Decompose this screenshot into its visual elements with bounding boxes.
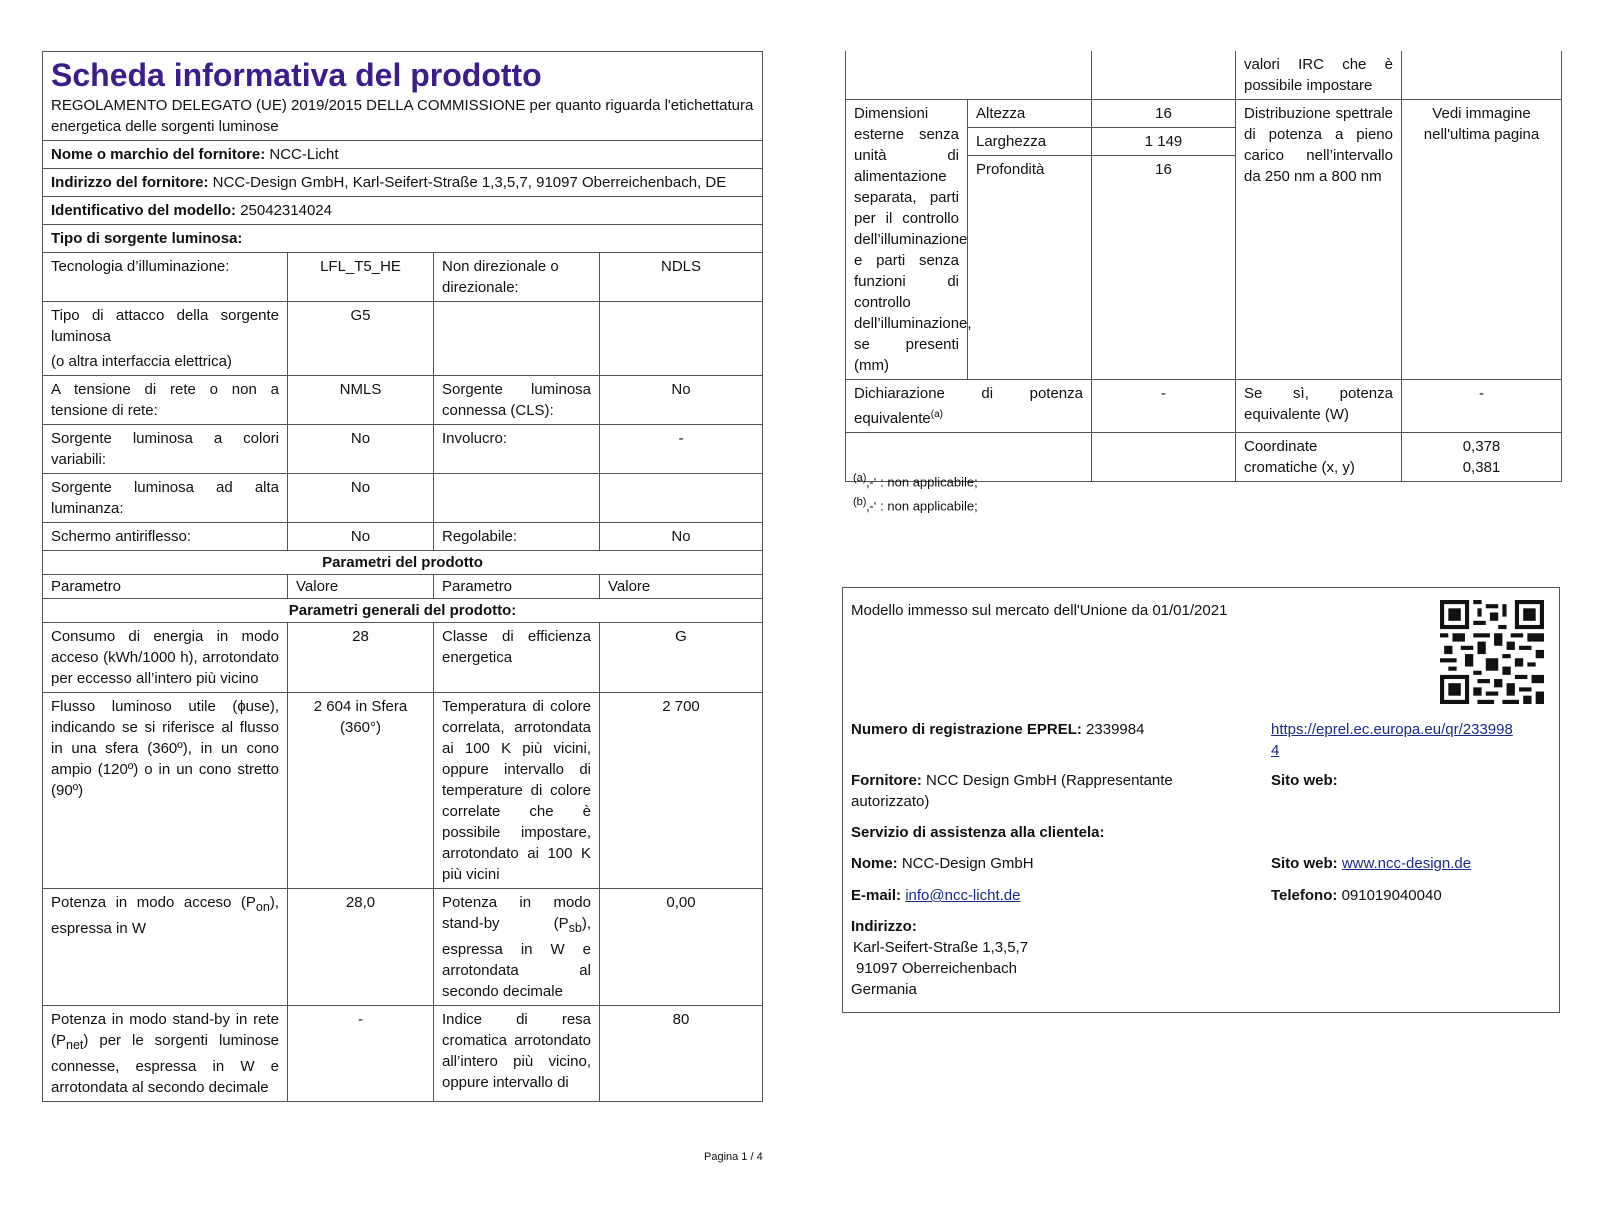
col-value-header: Valore <box>288 575 434 599</box>
equivalent-power-value: - <box>1092 380 1236 433</box>
flux-label: Flusso luminoso utile (ɸuse), indicando se si riferisce al flusso in una sfera (360º), in un cono ampio (120º) o in un cono stretto (90º) <box>43 693 288 889</box>
product-info-table <box>42 51 763 1102</box>
cct-label: Temperatura di colore correlata, arrotondata ai 100 K più vicini, oppure intervallo di temperature di colore correlate che è possibile impostare, arrotondato ai 100 K più vicini <box>434 693 600 889</box>
email-label: E-mail: <box>851 887 902 904</box>
model-id: 25042314024 <box>240 202 332 219</box>
net-standby-label-text2: ) per le sorgenti luminose connesse, espressa in W e arrotondata al secondo decimale <box>51 1032 279 1096</box>
spectral-distribution-value: Vedi immagine nell'ultima pagina <box>1402 100 1562 380</box>
consumption-value: 28 <box>288 623 434 693</box>
height-label: Altezza <box>968 100 1092 128</box>
empty-cell <box>600 302 763 376</box>
service-name-label: Nome: <box>851 855 898 872</box>
phone-row <box>1271 885 1442 906</box>
cap-label-2: (o altra interfaccia elettrica) <box>51 353 232 370</box>
supplier-row <box>851 770 1241 812</box>
anti-glare-value: No <box>288 523 434 551</box>
cri-label: Indice di resa cromatica arrotondato all’intero più vicino, oppure intervallo di <box>434 1006 600 1102</box>
power-on-label-text: Potenza in modo acceso (P <box>51 894 256 911</box>
net-standby-sub: net <box>66 1038 84 1052</box>
cap-label: Tipo di attacco della sorgente luminosa <box>51 307 279 345</box>
cls-value: No <box>600 376 763 425</box>
service-website-link[interactable]: www.ncc-design.de <box>1341 855 1472 872</box>
net-standby-label <box>43 1006 288 1102</box>
power-on-sub: on <box>255 900 270 914</box>
high-luminance-value: No <box>288 474 434 523</box>
light-source-type-label: Tipo di sorgente luminosa: <box>43 225 763 253</box>
supplier-label: Fornitore: <box>851 772 922 789</box>
supplier-value: NCC Design GmbH (Rappresentante autorizzato) <box>851 772 1173 810</box>
equivalent-watt-label: Se sì, potenza equivalente (W) <box>1236 380 1402 433</box>
empty-cell <box>1402 51 1562 100</box>
service-website-label: Sito web: <box>1271 855 1338 872</box>
supplier-name-row <box>43 141 763 169</box>
dimensions-label: Dimensioni esterne senza unità di alimentazione separata, parti per il controllo dell’illuminazione e parti senza funzioni di controllo dell’illuminazione, se presenti (mm) <box>846 100 968 380</box>
chromaticity-y: 0,381 <box>1462 459 1501 476</box>
supplier-address-row <box>43 169 763 197</box>
chromaticity-label: Coordinate cromatiche (x, y) <box>1236 433 1402 482</box>
spectral-distribution-label: Distribuzione spettrale di potenza a pieno carico nell’intervallo da 250 nm a 800 nm <box>1236 100 1402 380</box>
footnote-a <box>853 470 978 490</box>
anti-glare-label: Schermo antiriflesso: <box>43 523 288 551</box>
empty-cell <box>1092 433 1236 482</box>
eprel-link[interactable]: https://eprel.ec.europa.eu/qr/2339984 <box>1271 721 1513 759</box>
equivalent-power-label <box>846 380 1092 433</box>
website-label: Sito web: <box>1271 772 1338 789</box>
depth-label: Profondità <box>968 156 1092 380</box>
cap-cell <box>43 302 288 376</box>
page-title: Scheda informativa del prodotto <box>51 57 542 93</box>
address-line-2: 91097 Oberreichenbach <box>856 960 1017 977</box>
chromaticity-x: 0,378 <box>1462 438 1501 455</box>
service-name-value: NCC-Design GmbH <box>901 855 1034 872</box>
email-link[interactable]: info@ncc-licht.de <box>905 887 1021 904</box>
col-value-header: Valore <box>600 575 763 599</box>
service-website-row <box>1271 853 1471 874</box>
general-params-header: Parametri generali del prodotto: <box>43 599 763 623</box>
email-row <box>851 885 1020 906</box>
model-id-row <box>43 197 763 225</box>
directional-label: Non direzionale o direzionale: <box>434 253 600 302</box>
standby-sub: sb <box>568 921 582 935</box>
cct-value: 2 700 <box>600 693 763 889</box>
consumption-label: Consumo di energia in modo acceso (kWh/1000 h), arrotondato per eccesso all’intero più vicino <box>43 623 288 693</box>
cap-value: G5 <box>288 302 434 376</box>
footnote-b <box>853 494 978 514</box>
page-footer: Pagina 1 / 4 <box>704 1151 763 1163</box>
empty-cell <box>434 302 600 376</box>
service-name-row <box>851 853 1034 874</box>
eprel-registration-label: Numero di registrazione EPREL: <box>851 721 1082 738</box>
eprel-box <box>842 587 1560 1013</box>
standby-label <box>434 889 600 1006</box>
dimmable-label: Regolabile: <box>434 523 600 551</box>
address-label: Indirizzo: <box>851 918 917 935</box>
depth-value: 16 <box>1092 156 1236 380</box>
colour-label: Sorgente luminosa a colori variabili: <box>43 425 288 474</box>
tech-label: Tecnologia d’illuminazione: <box>43 253 288 302</box>
address-line-3: Germania <box>851 981 917 998</box>
standby-label-text2: ), espressa in W e arrotondata al secondo decimale <box>442 915 591 1000</box>
cls-label: Sorgente luminosa connessa (CLS): <box>434 376 600 425</box>
empty-cell <box>434 474 600 523</box>
supplier-address: NCC-Design GmbH, Karl-Seifert-Straße 1,3,5,7, 91097 Oberreichenbach, DE <box>212 174 727 191</box>
product-info-table-continued <box>845 51 1562 482</box>
cri-value: 80 <box>600 1006 763 1102</box>
width-value: 1 149 <box>1092 128 1236 156</box>
equivalent-watt-value: - <box>1402 380 1562 433</box>
envelope-label: Involucro: <box>434 425 600 474</box>
phone-label: Telefono: <box>1271 887 1338 904</box>
regulation-text: REGOLAMENTO DELEGATO (UE) 2019/2015 DELLA COMMISSIONE per quanto riguarda l'etichettatura energetica delle sorgenti luminose <box>51 97 754 135</box>
params-header: Parametri del prodotto <box>43 551 763 575</box>
header-cell <box>43 52 763 141</box>
directional-value: NDLS <box>600 253 763 302</box>
empty-cell <box>846 51 1092 100</box>
empty-cell <box>600 474 763 523</box>
chromaticity-value <box>1402 433 1562 482</box>
cri-label-continued: valori IRC che è possibile impostare <box>1236 51 1402 100</box>
standby-value: 0,00 <box>600 889 763 1006</box>
customer-service-label: Servizio di assistenza alla clientela: <box>851 824 1105 841</box>
height-value: 16 <box>1092 100 1236 128</box>
supplier-name: NCC-Licht <box>269 146 339 163</box>
qr-code-icon[interactable] <box>1440 600 1544 704</box>
model-id-label: Identificativo del modello: <box>51 202 237 219</box>
dimmable-value: No <box>600 523 763 551</box>
power-on-label-text2: ), espressa in W <box>51 894 279 937</box>
standby-label-text: Potenza in modo stand-by (P <box>442 894 591 932</box>
equivalent-power-text: Dichiarazione di potenza equivalente <box>854 385 1083 427</box>
power-on-value: 28,0 <box>288 889 434 1006</box>
col-param-header: Parametro <box>43 575 288 599</box>
width-label: Larghezza <box>968 128 1092 156</box>
efficiency-class-value: G <box>600 623 763 693</box>
footnote-b-text: ‚-‘ : non applicabile; <box>866 498 978 514</box>
footnote-a-mark: (a) <box>853 472 867 484</box>
net-standby-value: - <box>288 1006 434 1102</box>
mains-value: NMLS <box>288 376 434 425</box>
footnote-ref: (a) <box>930 409 943 420</box>
colour-value: No <box>288 425 434 474</box>
flux-value: 2 604 in Sfera (360°) <box>288 693 434 889</box>
tech-value: LFL_T5_HE <box>288 253 434 302</box>
footnote-a-text: ‚-‘ : non applicabile; <box>866 474 978 490</box>
col-param-header: Parametro <box>434 575 600 599</box>
efficiency-class-label: Classe di efficienza energetica <box>434 623 600 693</box>
footnote-b-mark: (b) <box>853 496 867 508</box>
net-standby-label-text: Potenza in modo stand-by in rete (P <box>51 1011 279 1049</box>
supplier-name-label: Nome o marchio del fornitore: <box>51 146 266 163</box>
high-luminance-label: Sorgente luminosa ad alta luminanza: <box>43 474 288 523</box>
supplier-address-label: Indirizzo del fornitore: <box>51 174 209 191</box>
eprel-registration <box>851 719 1144 740</box>
mains-label: A tensione di rete o non a tensione di rete: <box>43 376 288 425</box>
empty-cell <box>1092 51 1236 100</box>
power-on-label <box>43 889 288 1006</box>
address-line-1: Karl-Seifert-Straße 1,3,5,7 <box>853 939 1029 956</box>
eprel-registration-value: 2339984 <box>1086 721 1145 738</box>
envelope-value: - <box>600 425 763 474</box>
phone-value: 091019040040 <box>1341 887 1442 904</box>
market-text: Modello immesso sul mercato dell'Unione da 01/01/2021 <box>851 602 1228 619</box>
